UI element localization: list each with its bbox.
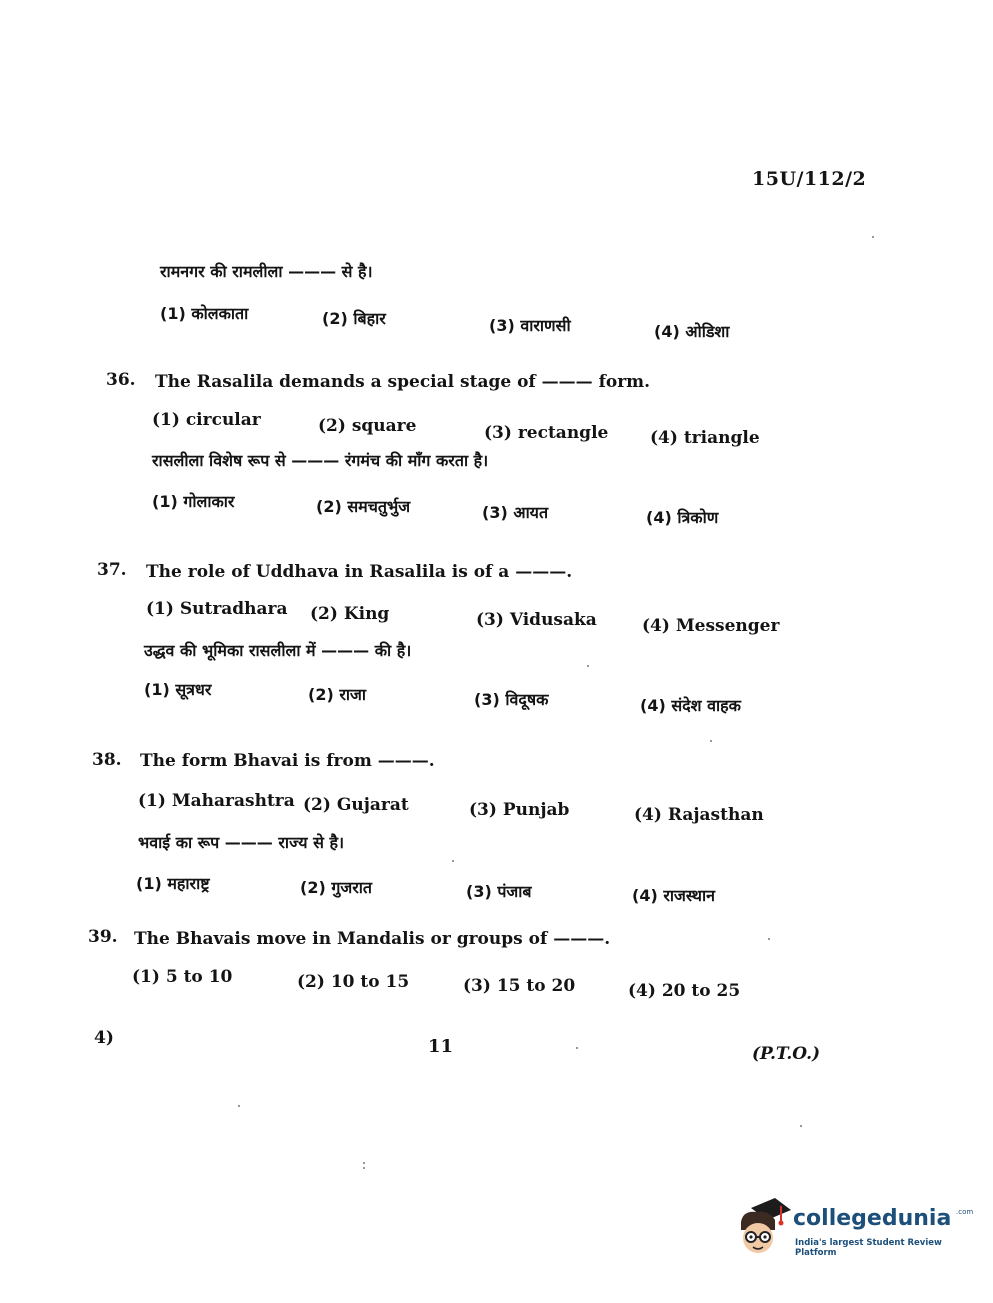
paper-code: 15U/112/2 xyxy=(752,168,867,190)
pto-note: (P.T.O.) xyxy=(752,1044,821,1064)
q39-option-3: (3) 15 to 20 xyxy=(463,976,576,996)
q37-hindi-text: उद्धव की भूमिका रासलीला में ——— की है। xyxy=(144,641,412,660)
q35-option-3: (3) वाराणसी xyxy=(489,316,571,335)
scan-speck xyxy=(768,938,770,940)
q36-option-4: (4) triangle xyxy=(650,428,760,448)
q38-option-2: (2) Gujarat xyxy=(303,795,409,815)
q36-hindi-text: रासलीला विशेष रूप से ——— रंगमंच की माँग करता है। xyxy=(152,451,489,470)
q38-question: The form Bhavai is from ———. xyxy=(140,751,435,771)
q37-question: The role of Uddhava in Rasalila is of a ———. xyxy=(146,562,573,582)
scan-speck xyxy=(363,1167,365,1169)
scan-speck xyxy=(363,1162,365,1164)
q37-option-1: (1) Sutradhara xyxy=(146,599,288,619)
q38-number: 38. xyxy=(92,750,122,770)
q36-question: The Rasalila demands a special stage of ——— form. xyxy=(155,372,651,392)
q37-hindi-option-4: (4) संदेश वाहक xyxy=(640,696,741,715)
q37-option-2: (2) King xyxy=(310,604,390,624)
footer-left-mark: 4) xyxy=(94,1028,114,1048)
q38-hindi-option-1: (1) महाराष्ट्र xyxy=(136,874,210,893)
q38-option-4: (4) Rajasthan xyxy=(634,805,764,825)
q37-hindi-option-2: (2) राजा xyxy=(308,685,367,704)
q39-option-2: (2) 10 to 15 xyxy=(297,972,410,992)
scan-speck xyxy=(576,1047,578,1049)
q39-option-4: (4) 20 to 25 xyxy=(628,981,741,1001)
q36-hindi-option-3: (3) आयत xyxy=(482,503,549,522)
q35-option-1: (1) कोलकाता xyxy=(160,304,249,323)
q36-option-2: (2) square xyxy=(318,416,417,436)
q36-number: 36. xyxy=(106,370,136,390)
q37-hindi-option-1: (1) सूत्रधर xyxy=(144,680,212,699)
q39-question: The Bhavais move in Mandalis or groups of ———. xyxy=(134,929,611,949)
q38-hindi-text: भवाई का रूप ——— राज्य से है। xyxy=(138,833,345,852)
q37-number: 37. xyxy=(97,560,127,580)
q39-option-1: (1) 5 to 10 xyxy=(132,967,233,987)
scan-speck xyxy=(800,1125,802,1127)
q36-option-1: (1) circular xyxy=(152,410,261,430)
q37-hindi-option-3: (3) विदूषक xyxy=(474,690,549,709)
q37-option-3: (3) Vidusaka xyxy=(476,610,597,630)
collegedunia-logo xyxy=(735,1196,974,1268)
q38-hindi-option-2: (2) गुजरात xyxy=(300,878,373,897)
scan-speck xyxy=(710,740,712,742)
q36-hindi-option-2: (2) समचतुर्भुज xyxy=(316,497,411,516)
q37-option-4: (4) Messenger xyxy=(642,616,780,636)
q38-hindi-option-4: (4) राजस्थान xyxy=(632,886,716,905)
page-number: 11 xyxy=(428,1036,454,1057)
scan-speck xyxy=(452,860,454,862)
scan-speck xyxy=(238,1105,240,1107)
q35-option-4: (4) ओडिशा xyxy=(654,322,730,341)
q35-option-2: (2) बिहार xyxy=(322,309,386,328)
student-mascot-icon xyxy=(735,1196,791,1258)
scan-speck xyxy=(872,236,874,238)
logo-wordmark: collegedunia xyxy=(793,1206,952,1231)
scan-speck xyxy=(587,665,589,667)
logo-tagline: India's largest Student Review Platform xyxy=(795,1238,942,1258)
q39-number: 39. xyxy=(88,927,118,947)
logo-suffix: .com xyxy=(956,1208,974,1216)
q38-hindi-option-3: (3) पंजाब xyxy=(466,882,532,901)
q38-option-1: (1) Maharashtra xyxy=(138,791,295,811)
q36-option-3: (3) rectangle xyxy=(484,423,609,443)
q36-hindi-option-1: (1) गोलाकार xyxy=(152,492,235,511)
q38-option-3: (3) Punjab xyxy=(469,800,570,820)
q35-hindi-text: रामनगर की रामलीला ——— से है। xyxy=(160,262,373,281)
q36-hindi-option-4: (4) त्रिकोण xyxy=(646,508,719,527)
